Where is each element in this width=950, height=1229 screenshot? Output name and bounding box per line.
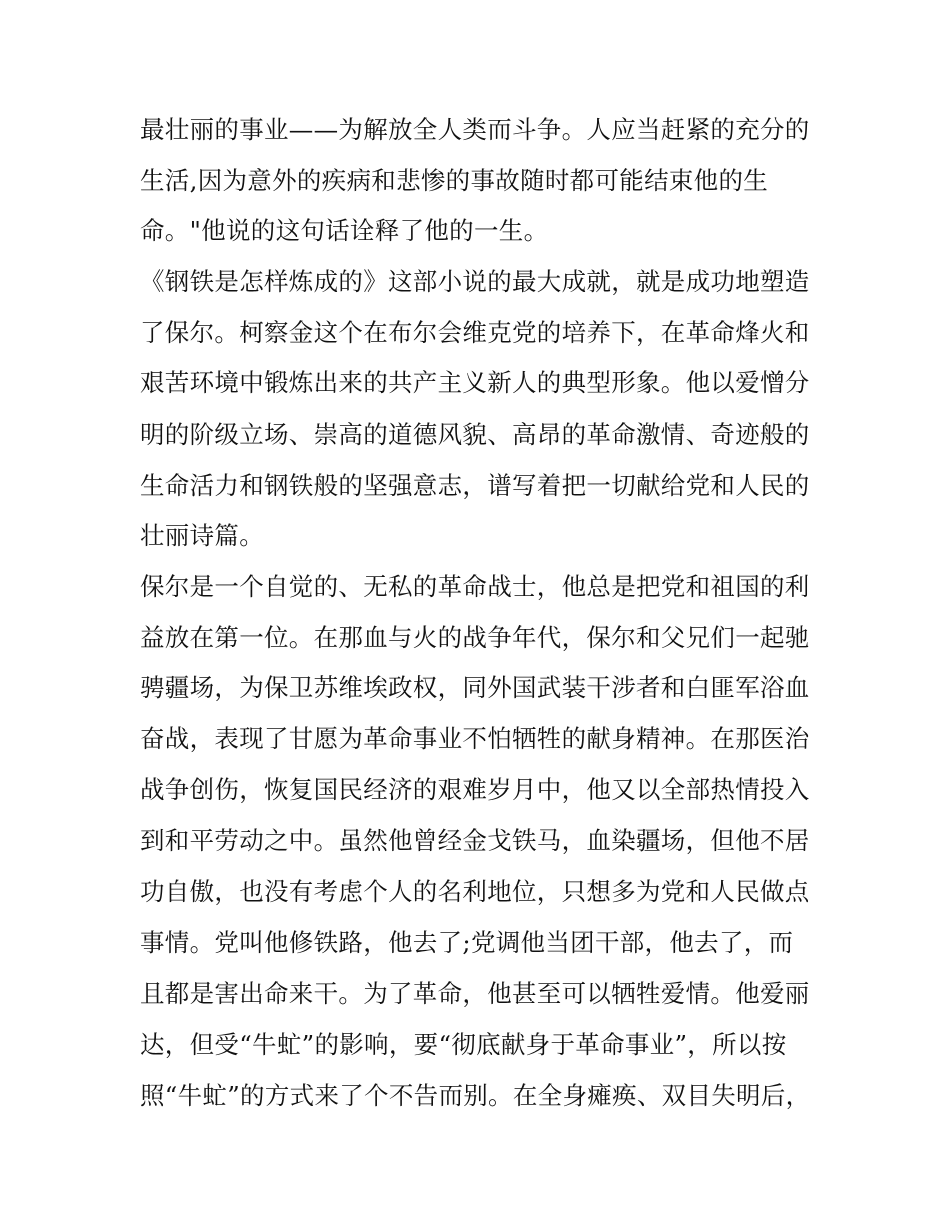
text-line: 生活,因为意外的疾病和悲惨的事故随时都可能结束他的生 [140, 166, 769, 195]
text-line: 生命活力和钢铁般的坚强意志，谱写着把一切献给党和人民的 [140, 471, 810, 500]
text-line: 壮丽诗篇。 [140, 521, 264, 550]
text-line: 了保尔。柯察金这个在布尔会维克党的培养下，在革命烽火和 [140, 318, 810, 347]
text-line: 奋战，表现了甘愿为革命事业不怕牺牲的献身精神。在那医治 [140, 724, 810, 753]
text-line: 艰苦环境中锻炼出来的共产主义新人的典型形象。他以爱憎分 [140, 368, 810, 397]
text-line: 骋疆场，为保卫苏维埃政权，同外国武装干涉者和白匪军浴血 [140, 673, 810, 702]
text-line: 最壮丽的事业——为解放全人类而斗争。人应当赶紧的充分的 [140, 115, 810, 144]
text-line: 到和平劳动之中。虽然他曾经金戈铁马，血染疆场，但他不居 [140, 826, 810, 855]
text-line: 照“牛虻”的方式来了个不告而别。在全身瘫痪、双目失明后， [140, 1081, 811, 1110]
text-line: 功自傲，也没有考虑个人的名利地位，只想多为党和人民做点 [140, 877, 810, 906]
text-line: 命。"他说的这句话诠释了他的一生。 [140, 216, 549, 245]
text-line: 且都是害出命来干。为了革命，他甚至可以牺牲爱情。他爱丽 [140, 979, 810, 1008]
text-line: 战争创伤，恢复国民经济的艰难岁月中，他又以全部热情投入 [140, 775, 810, 804]
text-line: 明的阶级立场、崇高的道德风貌、高昂的革命激情、奇迹般的 [140, 420, 810, 449]
text-line: 益放在第一位。在那血与火的战争年代，保尔和父兄们一起驰 [140, 623, 810, 652]
text-line: 保尔是一个自觉的、无私的革命战士，他总是把党和祖国的利 [140, 572, 810, 601]
text-line: 达，但受“牛虻”的影响，要“彻底献身于革命事业”，所以按 [140, 1030, 787, 1059]
text-line: 事情。党叫他修铁路，他去了;党调他当团干部，他去了，而 [140, 928, 794, 957]
text-line: 《钢铁是怎样炼成的》这部小说的最大成就，就是成功地塑造 [140, 267, 810, 296]
